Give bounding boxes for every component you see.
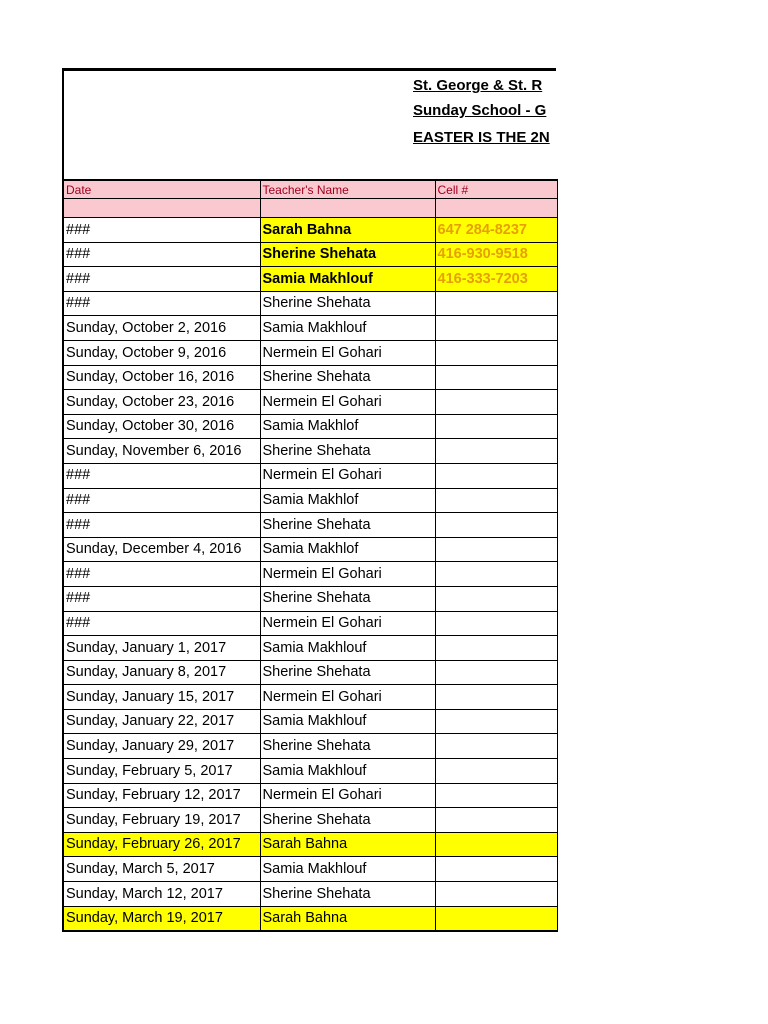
table-row bbox=[63, 365, 557, 390]
cell-number-cell[interactable] bbox=[435, 562, 557, 587]
teacher-name-cell[interactable]: Sherine Shehata bbox=[260, 660, 435, 685]
teacher-name-cell[interactable]: Samia Makhlof bbox=[260, 488, 435, 513]
date-cell[interactable]: Sunday, October 9, 2016 bbox=[63, 340, 260, 365]
table-row bbox=[63, 414, 557, 439]
teacher-name-cell[interactable]: Nermein El Gohari bbox=[260, 390, 435, 415]
date-cell[interactable]: Sunday, January 29, 2017 bbox=[63, 734, 260, 759]
date-cell[interactable]: ### bbox=[63, 267, 260, 292]
teacher-name-cell[interactable]: Nermein El Gohari bbox=[260, 783, 435, 808]
date-cell[interactable]: ### bbox=[63, 242, 260, 267]
date-cell[interactable]: ### bbox=[63, 488, 260, 513]
table-row bbox=[63, 340, 557, 365]
table-row bbox=[63, 611, 557, 636]
cell-number-cell[interactable] bbox=[435, 513, 557, 538]
teacher-name-cell[interactable]: Sarah Bahna bbox=[260, 832, 435, 857]
cell-number-cell[interactable]: 416-930-9518 bbox=[435, 242, 557, 267]
date-cell[interactable]: Sunday, March 5, 2017 bbox=[63, 857, 260, 882]
table-row bbox=[63, 660, 557, 685]
cell-number-cell[interactable] bbox=[435, 759, 557, 784]
table-row bbox=[63, 808, 557, 833]
column-header-teacher[interactable]: Teacher's Name bbox=[260, 180, 435, 199]
table-row bbox=[63, 759, 557, 784]
teacher-name-cell[interactable]: Sherine Shehata bbox=[260, 291, 435, 316]
teacher-name-cell[interactable]: Samia Makhlouf bbox=[260, 267, 435, 292]
date-cell[interactable]: Sunday, March 19, 2017 bbox=[63, 906, 260, 931]
table-row bbox=[63, 636, 557, 661]
title-school: Sunday School - G bbox=[413, 102, 547, 119]
sheet-title-block bbox=[62, 68, 556, 179]
teacher-name-cell[interactable]: Nermein El Gohari bbox=[260, 611, 435, 636]
table-row bbox=[63, 906, 557, 931]
spreadsheet bbox=[62, 68, 556, 932]
schedule-table bbox=[62, 179, 558, 932]
date-cell[interactable]: ### bbox=[63, 291, 260, 316]
cell-number-cell[interactable] bbox=[435, 390, 557, 415]
cell-number-cell[interactable]: 416-333-7203 bbox=[435, 267, 557, 292]
table-row bbox=[63, 439, 557, 464]
table-row bbox=[63, 291, 557, 316]
cell-number-cell[interactable] bbox=[435, 340, 557, 365]
teacher-name-cell[interactable]: Sherine Shehata bbox=[260, 734, 435, 759]
blank-cell[interactable] bbox=[260, 199, 435, 218]
cell-number-cell[interactable] bbox=[435, 291, 557, 316]
teacher-name-cell[interactable]: Samia Makhlouf bbox=[260, 857, 435, 882]
cell-number-cell[interactable] bbox=[435, 906, 557, 931]
table-row bbox=[63, 709, 557, 734]
table-row bbox=[63, 685, 557, 710]
cell-number-cell[interactable] bbox=[435, 463, 557, 488]
cell-number-cell[interactable] bbox=[435, 488, 557, 513]
table-row bbox=[63, 488, 557, 513]
title-easter: EASTER IS THE 2N bbox=[413, 129, 550, 146]
blank-cell[interactable] bbox=[63, 199, 260, 218]
table-row bbox=[63, 734, 557, 759]
teacher-name-cell[interactable]: Samia Makhlouf bbox=[260, 316, 435, 341]
cell-number-cell[interactable] bbox=[435, 414, 557, 439]
table-row bbox=[63, 882, 557, 907]
teacher-name-cell[interactable]: Sherine Shehata bbox=[260, 882, 435, 907]
date-cell[interactable]: Sunday, October 16, 2016 bbox=[63, 365, 260, 390]
cell-number-cell[interactable] bbox=[435, 734, 557, 759]
date-cell[interactable]: Sunday, December 4, 2016 bbox=[63, 537, 260, 562]
table-row bbox=[63, 513, 557, 538]
blank-cell[interactable] bbox=[435, 199, 557, 218]
teacher-name-cell[interactable]: Samia Makhlof bbox=[260, 537, 435, 562]
date-cell[interactable]: Sunday, January 15, 2017 bbox=[63, 685, 260, 710]
date-cell[interactable]: Sunday, October 30, 2016 bbox=[63, 414, 260, 439]
cell-number-cell[interactable] bbox=[435, 832, 557, 857]
table-row bbox=[63, 562, 557, 587]
date-cell[interactable]: Sunday, November 6, 2016 bbox=[63, 439, 260, 464]
cell-number-cell[interactable] bbox=[435, 882, 557, 907]
cell-number-cell[interactable] bbox=[435, 808, 557, 833]
cell-number-cell[interactable] bbox=[435, 316, 557, 341]
table-row bbox=[63, 586, 557, 611]
cell-number-cell[interactable] bbox=[435, 365, 557, 390]
date-cell[interactable]: ### bbox=[63, 562, 260, 587]
cell-number-cell[interactable] bbox=[435, 783, 557, 808]
teacher-name-cell[interactable]: Sarah Bahna bbox=[260, 218, 435, 243]
date-cell[interactable]: ### bbox=[63, 586, 260, 611]
teacher-name-cell[interactable]: Nermein El Gohari bbox=[260, 685, 435, 710]
column-header-cell[interactable]: Cell # bbox=[435, 180, 557, 199]
table-row bbox=[63, 390, 557, 415]
column-header-row bbox=[63, 180, 557, 199]
teacher-name-cell[interactable]: Nermein El Gohari bbox=[260, 463, 435, 488]
teacher-name-cell[interactable]: Samia Makhlouf bbox=[260, 709, 435, 734]
cell-number-cell[interactable]: 647 284-8237 bbox=[435, 218, 557, 243]
date-cell[interactable]: Sunday, February 19, 2017 bbox=[63, 808, 260, 833]
teacher-name-cell[interactable]: Sherine Shehata bbox=[260, 242, 435, 267]
date-cell[interactable]: ### bbox=[63, 218, 260, 243]
cell-number-cell[interactable] bbox=[435, 685, 557, 710]
date-cell[interactable]: Sunday, March 12, 2017 bbox=[63, 882, 260, 907]
table-row bbox=[63, 218, 557, 243]
date-cell[interactable]: Sunday, January 22, 2017 bbox=[63, 709, 260, 734]
teacher-name-cell[interactable]: Samia Makhlouf bbox=[260, 759, 435, 784]
date-cell[interactable]: Sunday, October 23, 2016 bbox=[63, 390, 260, 415]
teacher-name-cell[interactable]: Nermein El Gohari bbox=[260, 340, 435, 365]
teacher-name-cell[interactable]: Sherine Shehata bbox=[260, 513, 435, 538]
teacher-name-cell[interactable]: Nermein El Gohari bbox=[260, 562, 435, 587]
table-row bbox=[63, 832, 557, 857]
date-cell[interactable]: Sunday, October 2, 2016 bbox=[63, 316, 260, 341]
table-row bbox=[63, 242, 557, 267]
cell-number-cell[interactable] bbox=[435, 709, 557, 734]
table-row bbox=[63, 463, 557, 488]
cell-number-cell[interactable] bbox=[435, 636, 557, 661]
cell-number-cell[interactable] bbox=[435, 660, 557, 685]
cell-number-cell[interactable] bbox=[435, 439, 557, 464]
cell-number-cell[interactable] bbox=[435, 586, 557, 611]
date-cell[interactable]: Sunday, January 1, 2017 bbox=[63, 636, 260, 661]
date-cell[interactable]: ### bbox=[63, 513, 260, 538]
column-header-date[interactable]: Date bbox=[63, 180, 260, 199]
cell-number-cell[interactable] bbox=[435, 857, 557, 882]
teacher-name-cell[interactable]: Sherine Shehata bbox=[260, 808, 435, 833]
table-row bbox=[63, 316, 557, 341]
table-row bbox=[63, 267, 557, 292]
date-cell[interactable]: ### bbox=[63, 463, 260, 488]
teacher-name-cell[interactable]: Sarah Bahna bbox=[260, 906, 435, 931]
teacher-name-cell[interactable]: Sherine Shehata bbox=[260, 439, 435, 464]
date-cell[interactable]: Sunday, February 26, 2017 bbox=[63, 832, 260, 857]
table-row bbox=[63, 857, 557, 882]
blank-row bbox=[63, 199, 557, 218]
date-cell[interactable]: Sunday, February 12, 2017 bbox=[63, 783, 260, 808]
table-row bbox=[63, 537, 557, 562]
date-cell[interactable]: Sunday, January 8, 2017 bbox=[63, 660, 260, 685]
teacher-name-cell[interactable]: Samia Makhlof bbox=[260, 414, 435, 439]
table-row bbox=[63, 783, 557, 808]
cell-number-cell[interactable] bbox=[435, 537, 557, 562]
date-cell[interactable]: Sunday, February 5, 2017 bbox=[63, 759, 260, 784]
cell-number-cell[interactable] bbox=[435, 611, 557, 636]
date-cell[interactable]: ### bbox=[63, 611, 260, 636]
title-church: St. George & St. R bbox=[413, 77, 543, 94]
teacher-name-cell[interactable]: Sherine Shehata bbox=[260, 365, 435, 390]
teacher-name-cell[interactable]: Sherine Shehata bbox=[260, 586, 435, 611]
teacher-name-cell[interactable]: Samia Makhlouf bbox=[260, 636, 435, 661]
